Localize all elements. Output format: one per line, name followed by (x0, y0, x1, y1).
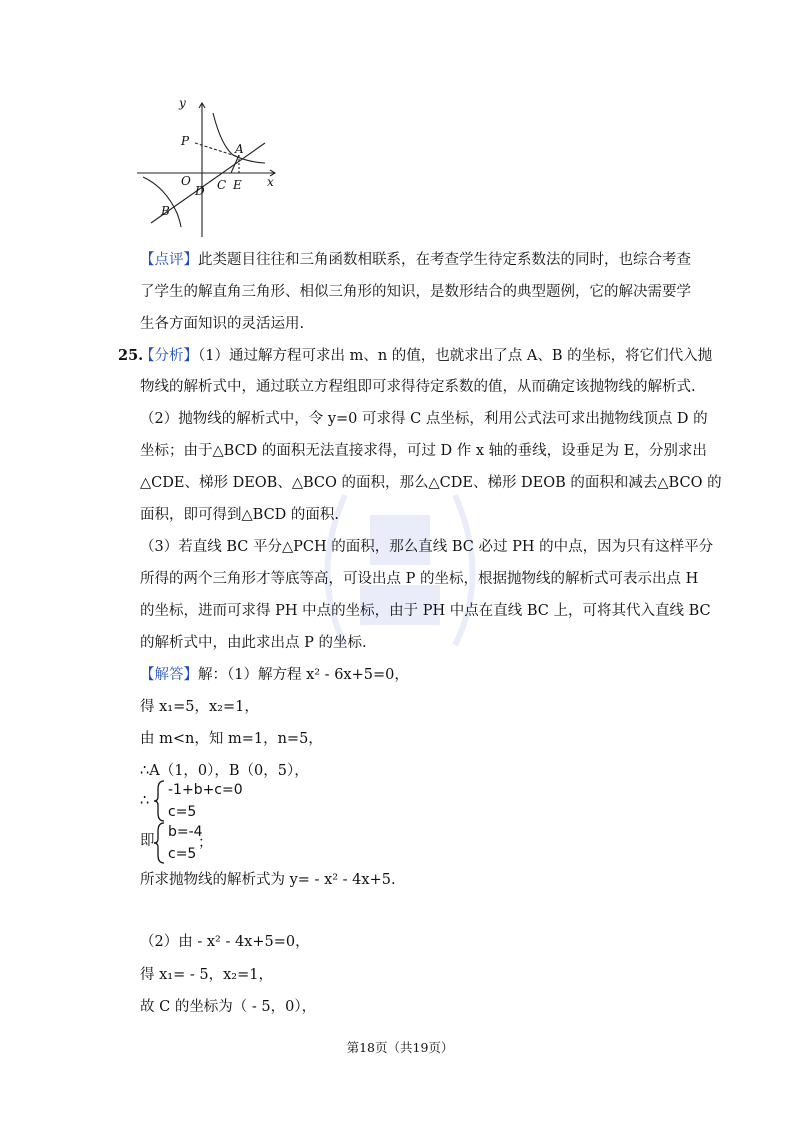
question-number: 25. (118, 347, 144, 364)
label-o: O (181, 174, 191, 188)
answer-text-1: 解：（1）解方程 x² - 6x+5=0， (198, 667, 409, 683)
label-p: P (181, 134, 190, 148)
left-brace-1 (152, 779, 166, 823)
answer-line-1 (140, 665, 409, 685)
analysis-line-10: 的解析式中，由此求出点 P 的坐标. (140, 635, 367, 651)
line-ac (231, 155, 239, 173)
analysis-line-9: 的坐标，进而可求得 PH 中点的坐标，由于 PH 中点在直线 BC 上，可将其代入直线 BC (140, 603, 711, 619)
review-line-3: 生各方面知识的灵活运用. (140, 316, 305, 332)
system1-eq2: c=5 (168, 804, 197, 820)
system2-eq2: c=5 (168, 846, 197, 862)
left-brace-2 (152, 821, 166, 865)
analysis-line-3: （2）抛物线的解析式中，令 y=0 可求得 C 点坐标，利用公式法可求出抛物线顶点 D 的 (140, 411, 708, 427)
analysis-line-5: △CDE、梯形 DEOB、△BCO 的面积，那么△CDE、梯形 DEOB 的面积和减去△BCO 的 (140, 475, 722, 491)
system2-end: ； (198, 835, 213, 851)
label-b: B (161, 204, 170, 218)
analysis-text-1: （1）通过解方程可求出 m、n 的值，也就求出了点 A、B 的坐标，将它们代入抛 (198, 348, 713, 364)
label-c: C (217, 178, 227, 192)
label-e: E (233, 178, 242, 192)
system1-eq1: -1+b+c=0 (168, 782, 243, 798)
hyperbola-lower-branch (143, 177, 181, 227)
answer-line-4: ∴A（1，0），B（0，5）， (140, 763, 309, 779)
analysis-line-2: 物线的解析式中，通过联立方程组即可求得待定系数的值，从而确定该抛物线的解析式. (140, 379, 696, 395)
label-d: D (195, 184, 205, 198)
part2-line-3: 故 C 的坐标为（ - 5，0）， (140, 999, 317, 1015)
review-tag: 【点评】 (140, 252, 198, 268)
review-text-1: 此类题目往往和三角函数相联系，在考查学生待定系数法的同时，也综合考查 (198, 252, 691, 268)
part2-line-1: （2）由 - x² - 4x+5=0， (140, 934, 310, 950)
analysis-line-1 (140, 346, 712, 366)
coordinate-figure (135, 95, 280, 240)
analysis-line-6: 面积，即可得到△BCD 的面积. (140, 507, 340, 523)
label-y: y (179, 96, 186, 110)
answer-tag: 【解答】 (140, 667, 198, 683)
review-line-2: 了学生的解直角三角形、相似三角形的知识，是数形结合的典型题例，它的解决需要学 (140, 284, 691, 300)
therefore-symbol: ∴ (140, 793, 150, 809)
label-a: A (235, 142, 244, 156)
answer-line-3: 由 m<n，知 m=1，n=5， (140, 731, 323, 747)
label-x: x (267, 175, 274, 189)
system2-eq1: b=-4 (168, 824, 203, 840)
analysis-line-8: 所得的两个三角形才等底等高，可设出点 P 的坐标，根据抛物线的解析式可表示出点 H (140, 571, 699, 587)
result-line: 所求抛物线的解析式为 y= - x² - 4x+5. (140, 872, 396, 888)
page-footer: 第18页（共19页） (346, 1040, 454, 1055)
answer-line-2: 得 x₁=5，x₂=1， (140, 699, 259, 715)
part2-line-2: 得 x₁= - 5，x₂=1， (140, 967, 273, 983)
review-line-1 (140, 250, 691, 270)
analysis-tag: 【分析】 (140, 348, 198, 364)
analysis-line-4: 坐标；由于△BCD 的面积无法直接求得，可过 D 作 x 轴的垂线，设垂足为 E，分别求出 (140, 443, 707, 459)
ie-label: 即 (140, 833, 155, 849)
analysis-line-7: （3）若直线 BC 平分△PCH 的面积，那么直线 BC 必过 PH 的中点，因为只有这样平分 (140, 539, 714, 555)
